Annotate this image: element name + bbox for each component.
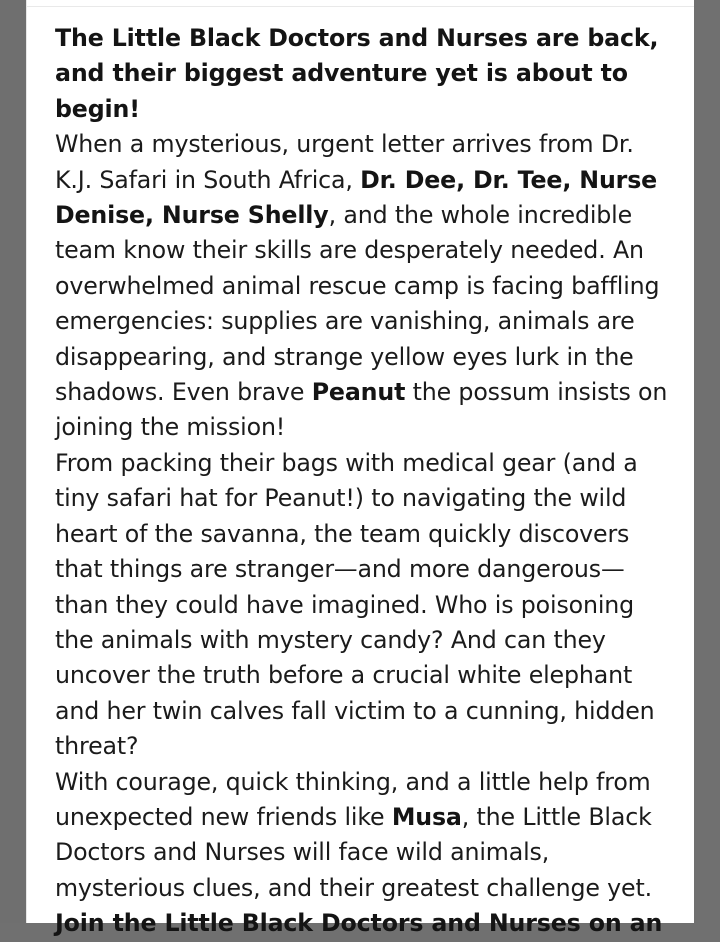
right-shaded-margin [694,0,720,923]
intro-headline: The Little Black Doctors and Nurses are back, and their biggest adventure yet is about to begin! [55,24,659,123]
team-description: , and the whole incredible team know their skills are desperately needed. An overwhelmed animal rescue camp is facing baffling emergencies: supplies are vanishing, animals are disappearing, and strange yellow eyes lurk in the shadows. Even brave [55,201,660,407]
description-paragraph-intro [55,21,675,446]
friends-sentence-end: , the Little Black Doctors and Nurses will face wild animals, mysterious clues, and their greatest challenge yet. [55,802,652,902]
book-description-panel[interactable] [26,0,696,938]
peanut-name: Peanut [311,378,406,407]
cut-off-next-line [55,909,675,923]
left-shaded-margin [0,0,26,923]
description-paragraph-mystery: From packing their bags with medical gear (and a tiny safari hat for Peanut!) to navigating the wild heart of the savanna, the team quickly discovers that things are stranger—and more dangerous—than they could have imagined. Who is poisoning the animals with mystery candy? And can they uncover the truth before a crucial white elephant and her twin calves fall victim to a cunning, hidden threat? [55,448,655,761]
peanut-sentence: the possum insists on joining the mission! [55,378,668,442]
team-names: Dr. Dee, Dr. Tee, Nurse Denise, Nurse Shelly [55,165,658,230]
friends-sentence-start: With courage, quick thinking, and a little help from unexpected new friends like [55,767,651,831]
musa-name: Musa [391,802,462,831]
panel-top-divider [27,6,695,7]
letter-sentence: When a mysterious, urgent letter arrives from Dr. K.J. Safari in South Africa, [55,130,634,194]
closing-bold-text: Join the Little Black Doctors and Nurses on an [55,909,663,938]
description-paragraph-friends [55,765,675,907]
book-description-text [55,21,675,942]
